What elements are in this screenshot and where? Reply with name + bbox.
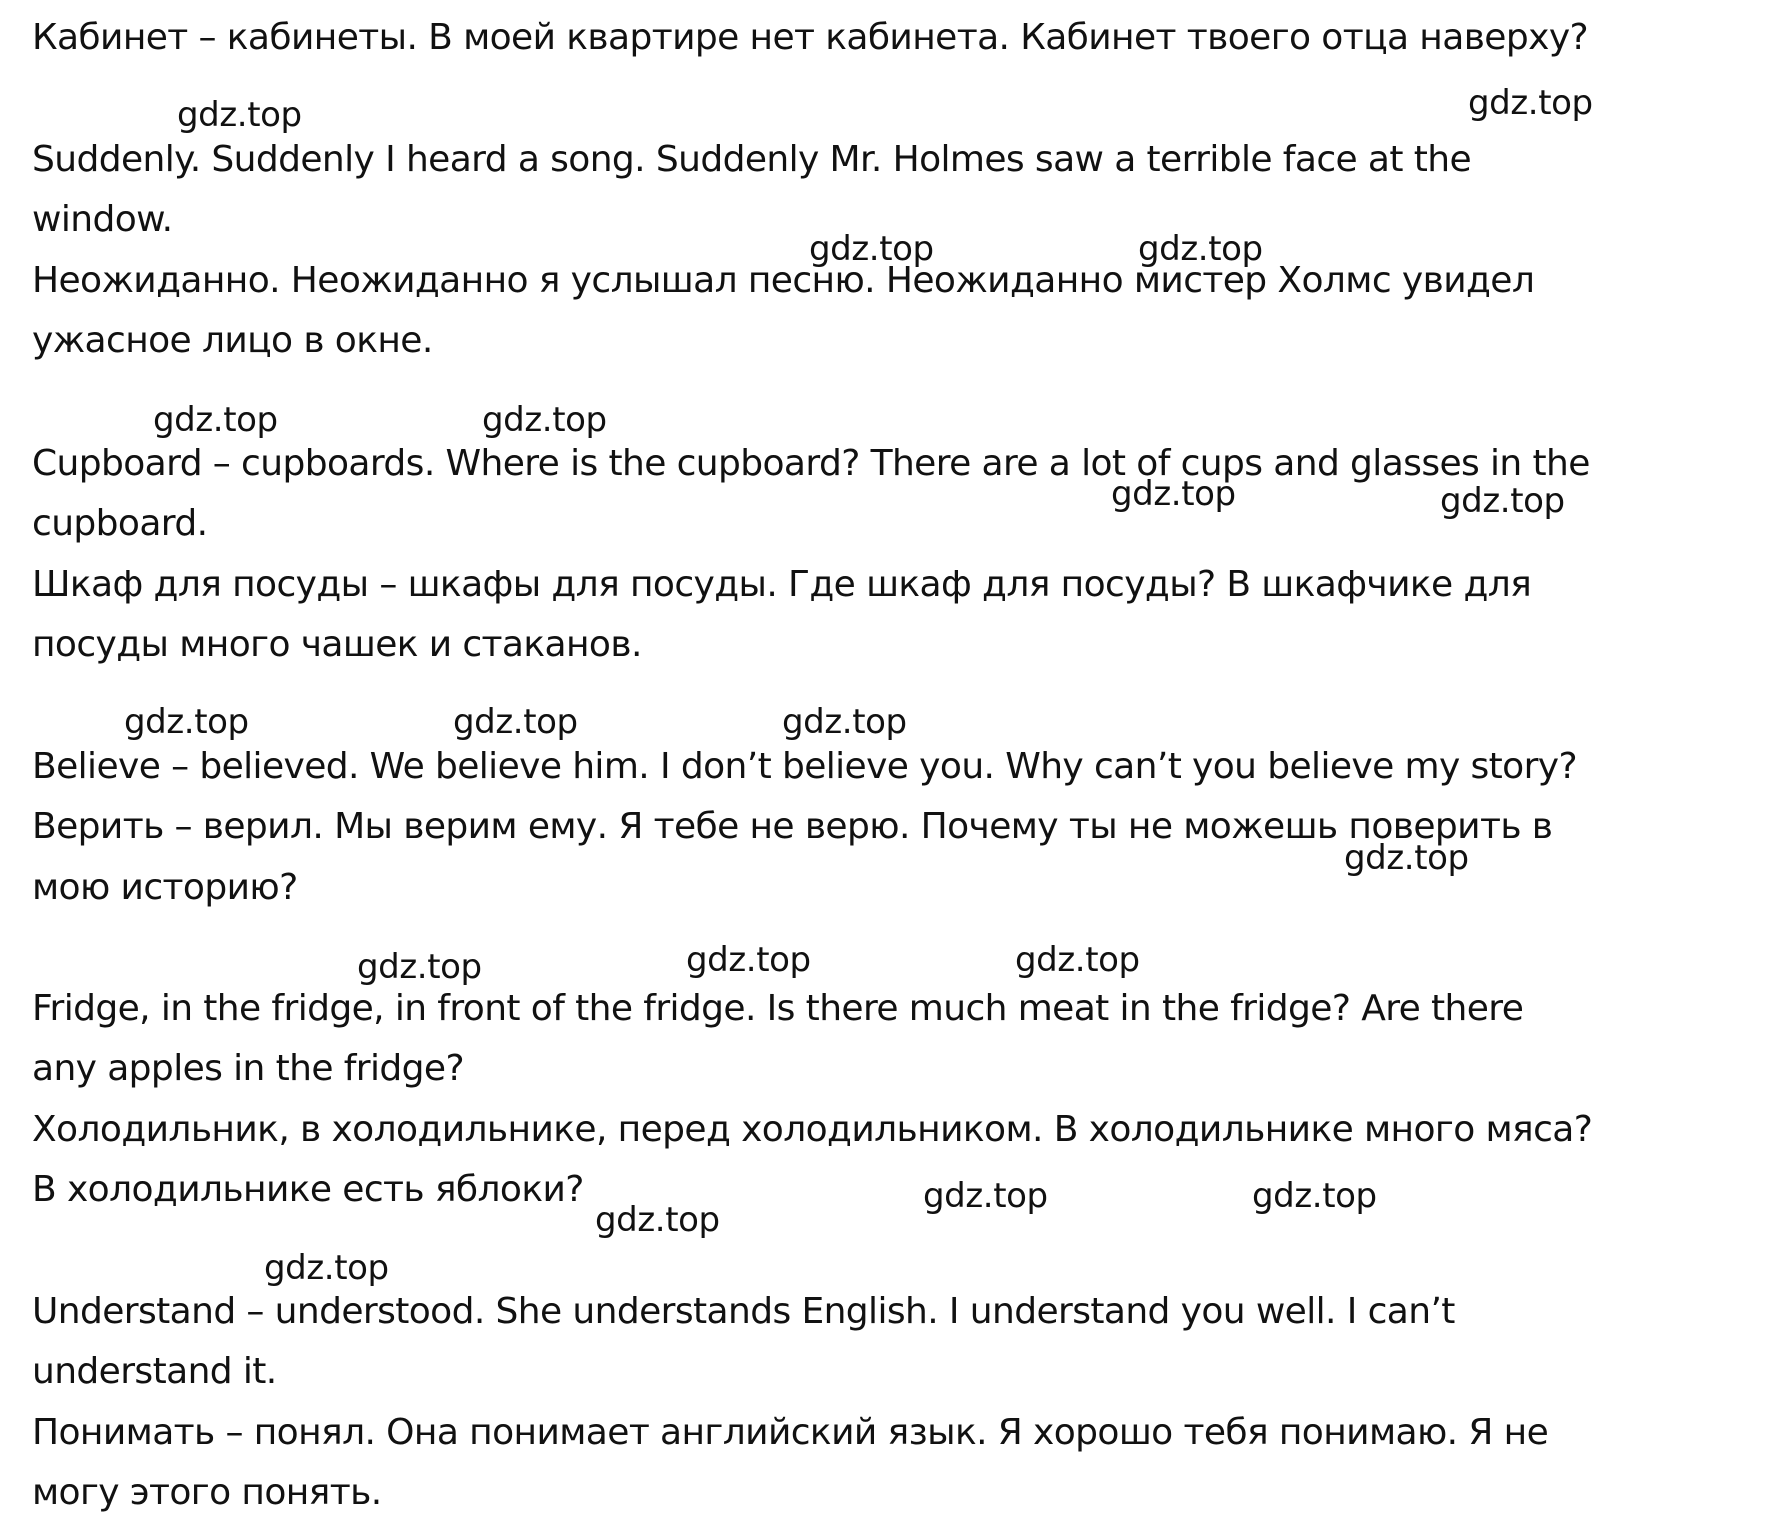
watermark: gdz.top: [686, 940, 811, 980]
text-line: cupboard.: [32, 503, 208, 544]
watermark: gdz.top: [1015, 940, 1140, 980]
watermark: gdz.top: [782, 702, 907, 742]
watermark: gdz.top: [357, 947, 482, 987]
text-line: В холодильнике есть яблоки?: [32, 1169, 584, 1210]
text-line: Believe – believed. We believe him. I don’t believe you. Why can’t you believe my story?: [32, 746, 1578, 787]
text-line: мою историю?: [32, 867, 298, 908]
text-line: Верить – верил. Мы верим ему. Я тебе не верю. Почему ты не можешь поверить в: [32, 806, 1553, 847]
watermark: gdz.top: [177, 95, 302, 135]
watermark: gdz.top: [1440, 481, 1565, 521]
text-line: Холодильник, в холодильнике, перед холодильником. В холодильнике много мяса?: [32, 1109, 1593, 1150]
watermark: gdz.top: [1468, 83, 1593, 123]
watermark: gdz.top: [482, 400, 607, 440]
text-line: Understand – understood. She understands English. I understand you well. I can’t: [32, 1291, 1455, 1332]
text-line: Понимать – понял. Она понимает английский язык. Я хорошо тебя понимаю. Я не: [32, 1412, 1549, 1453]
text-line: understand it.: [32, 1351, 277, 1392]
text-line: ужасное лицо в окне.: [32, 320, 433, 361]
watermark: gdz.top: [264, 1248, 389, 1288]
watermark: gdz.top: [1252, 1176, 1377, 1216]
text-line: посуды много чашек и стаканов.: [32, 624, 642, 665]
text-line: Неожиданно. Неожиданно я услышал песню. Неожиданно мистер Холмс увидел: [32, 260, 1535, 301]
watermark: gdz.top: [923, 1176, 1048, 1216]
text-line: Fridge, in the fridge, in front of the fridge. Is there much meat in the fridge? Are there: [32, 988, 1524, 1029]
watermark: gdz.top: [1138, 229, 1263, 269]
text-line: Кабинет – кабинеты. В моей квартире нет кабинета. Кабинет твоего отца наверху?: [32, 17, 1589, 58]
watermark: gdz.top: [124, 702, 249, 742]
watermark: gdz.top: [595, 1200, 720, 1240]
watermark: gdz.top: [153, 400, 278, 440]
watermark: gdz.top: [453, 702, 578, 742]
watermark: gdz.top: [809, 229, 934, 269]
text-line: any apples in the fridge?: [32, 1048, 464, 1089]
text-line: Suddenly. Suddenly I heard a song. Suddenly Mr. Holmes saw a terrible face at the: [32, 139, 1472, 180]
watermark: gdz.top: [1111, 474, 1236, 514]
watermark: gdz.top: [1344, 838, 1469, 878]
text-line: window.: [32, 199, 173, 240]
text-line: могу этого понять.: [32, 1472, 382, 1513]
text-line: Cupboard – cupboards. Where is the cupboard? There are a lot of cups and glasses in the: [32, 443, 1590, 484]
text-line: Шкаф для посуды – шкафы для посуды. Где шкаф для посуды? В шкафчике для: [32, 564, 1532, 605]
